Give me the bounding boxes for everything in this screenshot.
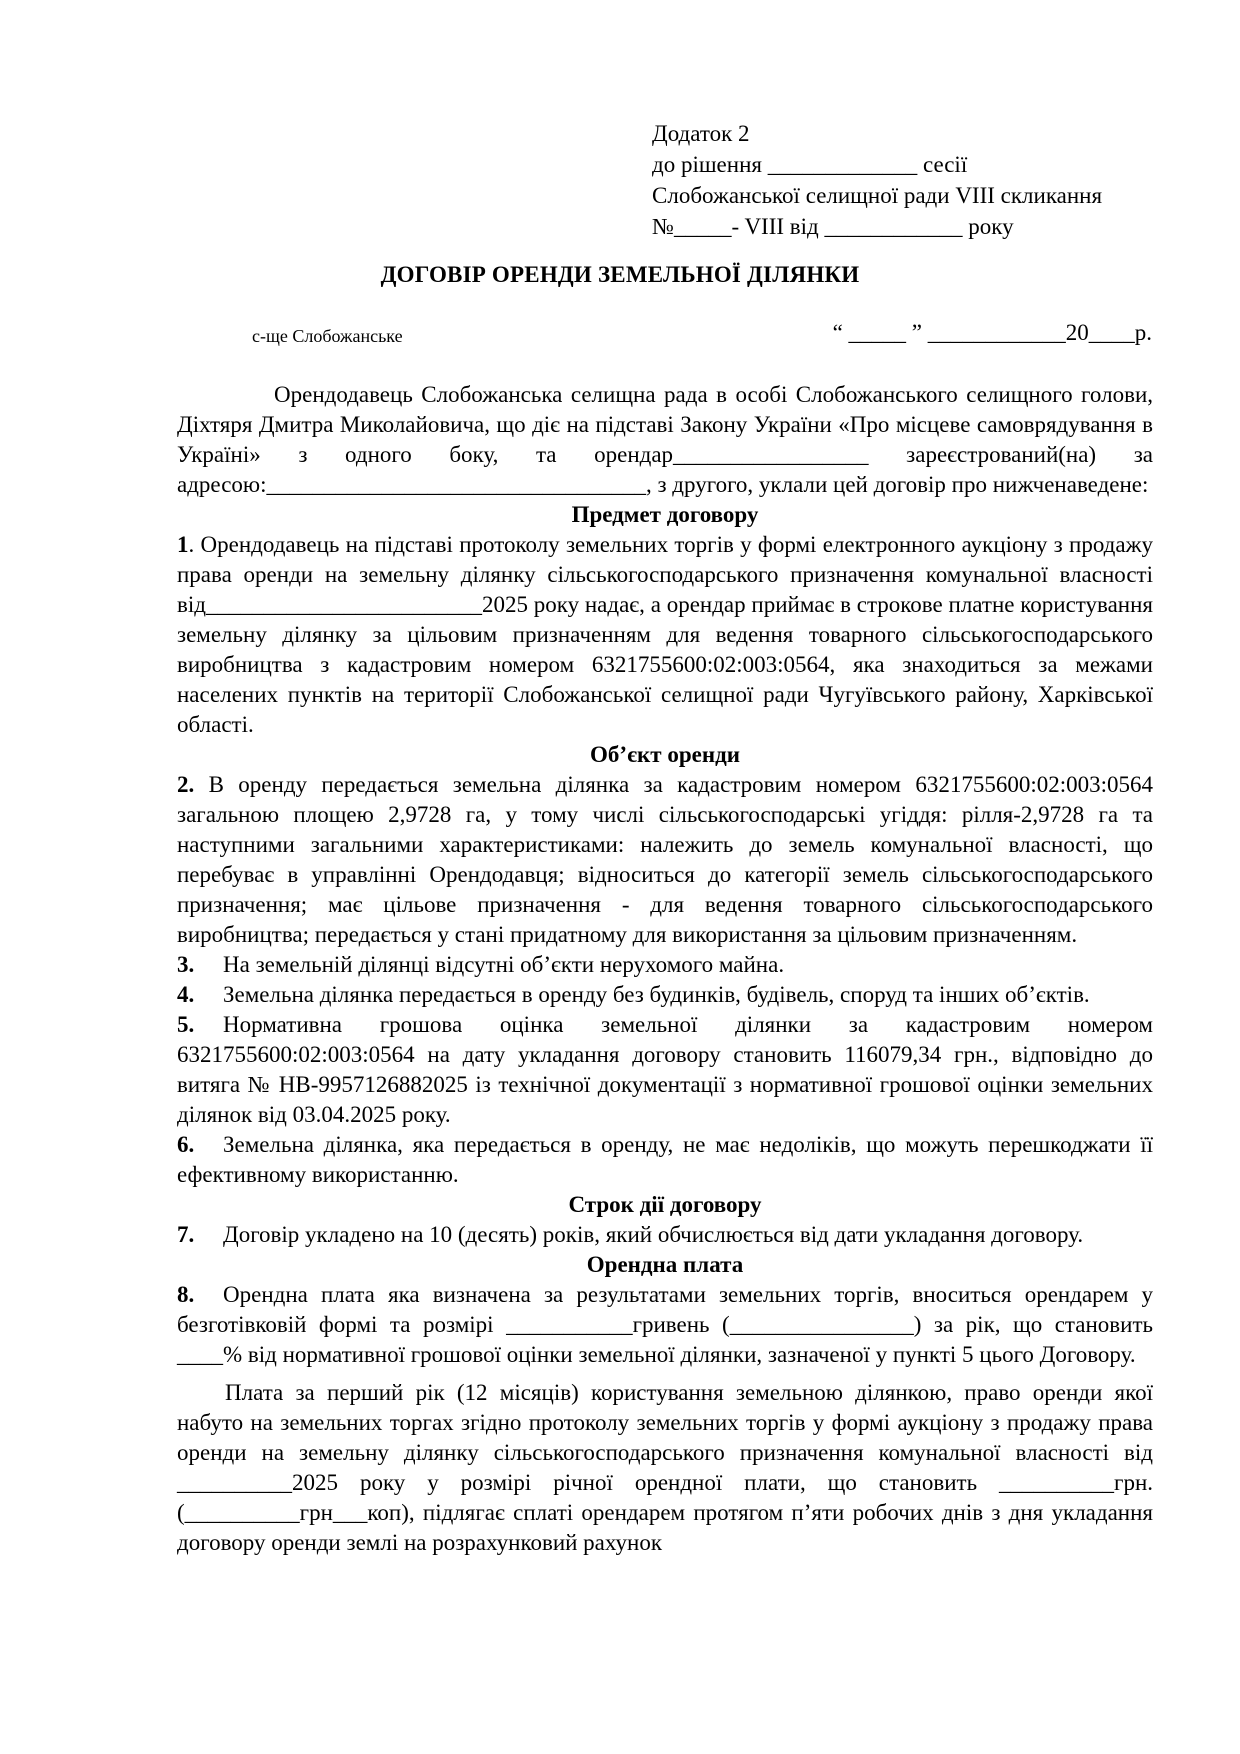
- clause-number: 2.: [177, 772, 195, 797]
- contract-place: с-ще Слобожанське: [252, 326, 403, 346]
- clause-number: 5.: [177, 1012, 195, 1037]
- section-heading-subject: Предмет договору: [571, 502, 759, 527]
- clause-8-paragraph-2: Плата за перший рік (12 місяців) користування земельною ділянкою, право оренди якої набуто на земельних торгах згідно протоколу земельних торгів у формі аукціону з продажу права оренди на земельну ділянку сільськогосподарського призначення комунальної власності від __________2025 року у розмірі річної орендної плати, що становить __________грн.(__________грн___коп), підлягає сплаті орендарем протягом п’яти робочих днів з дня укладання договору оренди землі на розрахунковий рахунок: [177, 1380, 1153, 1555]
- section-heading-rent: Орендна плата: [586, 1252, 744, 1277]
- clause-5: [177, 1010, 1153, 1130]
- appendix-line: до рішення _____________ сесії: [652, 152, 968, 177]
- clause-number: 4.: [177, 982, 195, 1007]
- clause-2: [177, 770, 1153, 950]
- clause-1: [177, 530, 1153, 740]
- document-title: ДОГОВІР ОРЕНДИ ЗЕМЕЛЬНОЇ ДІЛЯНКИ: [380, 262, 860, 287]
- clause-number: 1: [177, 532, 189, 557]
- clause-6: [177, 1130, 1153, 1190]
- clause-number: 3.: [177, 952, 195, 977]
- clause-text: . Орендодавець на підставі протоколу земельних торгів у формі електронного аукціону з продажу права оренди на земельну ділянку сільськогосподарського призначення комунальної власності від________________________2025 року надає, а орендар приймає в строкове платне користування земельну ділянку за цільовим призначенням для ведення товарного сільськогосподарського виробництва з кадастровим номером 6321755600:02:003:0564, яка знаходиться за межами населених пунктів на території Слобожанської селищної ради Чугуївського району, Харківської області.: [177, 532, 1153, 737]
- clause-3: [177, 950, 1153, 980]
- contract-date: “ _____ ” ____________20____р.: [832, 320, 1152, 345]
- clause-text: Земельна ділянка передається в оренду без будинків, будівель, споруд та інших об’єктів.: [223, 982, 1090, 1007]
- clause-text: Договір укладено на 10 (десять) років, який обчислюється від дати укладання договору.: [223, 1222, 1084, 1247]
- clause-number: 6.: [177, 1132, 195, 1157]
- clause-7: [177, 1220, 1153, 1250]
- clause-text: Земельна ділянка, яка передається в оренду, не має недоліків, що можуть перешкоджати її ефективному використанню.: [177, 1132, 1153, 1187]
- appendix-line: №_____- VIII від ____________ року: [652, 214, 1014, 239]
- clause-text: Нормативна грошова оцінка земельної ділянки за кадастровим номером 6321755600:02:003:0564 на дату укладання договору становить 116079,34 грн., відповідно до витяга № НВ-9957126882025 із технічної документації з нормативної грошової оцінки земельних ділянок від 03.04.2025 року.: [177, 1012, 1153, 1127]
- appendix-line: Додаток 2: [652, 121, 750, 146]
- clause-text: Орендна плата яка визначена за результатами земельних торгів, вноситься орендарем у безготівковій формі та розмірі ___________гривень (________________) за рік, що становить ____% від нормативної грошової оцінки земельної ділянки, зазначеної у пункті 5 цього Договору.: [177, 1282, 1153, 1367]
- clause-number: 7.: [177, 1222, 195, 1247]
- section-heading-term: Строк дії договору: [568, 1192, 762, 1217]
- clause-text: На земельній ділянці відсутні об’єкти нерухомого майна.: [223, 952, 785, 977]
- appendix-line: Слобожанської селищної ради VIII скликання: [652, 183, 1103, 208]
- clause-4: [177, 980, 1153, 1010]
- intro-paragraph: Орендодавець Слобожанська селищна рада в особі Слобожанського селищного голови, Діхтяря Дмитра Миколайовича, що діє на підставі Закону України «Про місцеве самоврядування в Україні» з одного боку, та орендар_________________ зареєстрований(на) за адресою:_________________________________, з другого, уклали цей договір про нижченаведене:: [177, 382, 1153, 497]
- contract-body: [177, 380, 1153, 1558]
- clause-8: [177, 1280, 1153, 1370]
- clause-text: В оренду передається земельна ділянка за кадастровим номером 6321755600:02:003:0564 загальною площею 2,9728 га, у тому числі сільськогосподарські угіддя: рілля-2,9728 га та наступними загальними характеристиками: належить до земель комунальної власності, що перебуває в управлінні Орендодавця; відноситься до категорії земель сільськогосподарського призначення; має цільове призначення - для ведення товарного сільськогосподарського виробництва; передається у стані придатному для використання за цільовим призначенням.: [177, 772, 1153, 947]
- appendix-block: [652, 118, 1102, 242]
- section-heading-object: Об’єкт оренди: [590, 742, 740, 767]
- clause-number: 8.: [177, 1282, 195, 1307]
